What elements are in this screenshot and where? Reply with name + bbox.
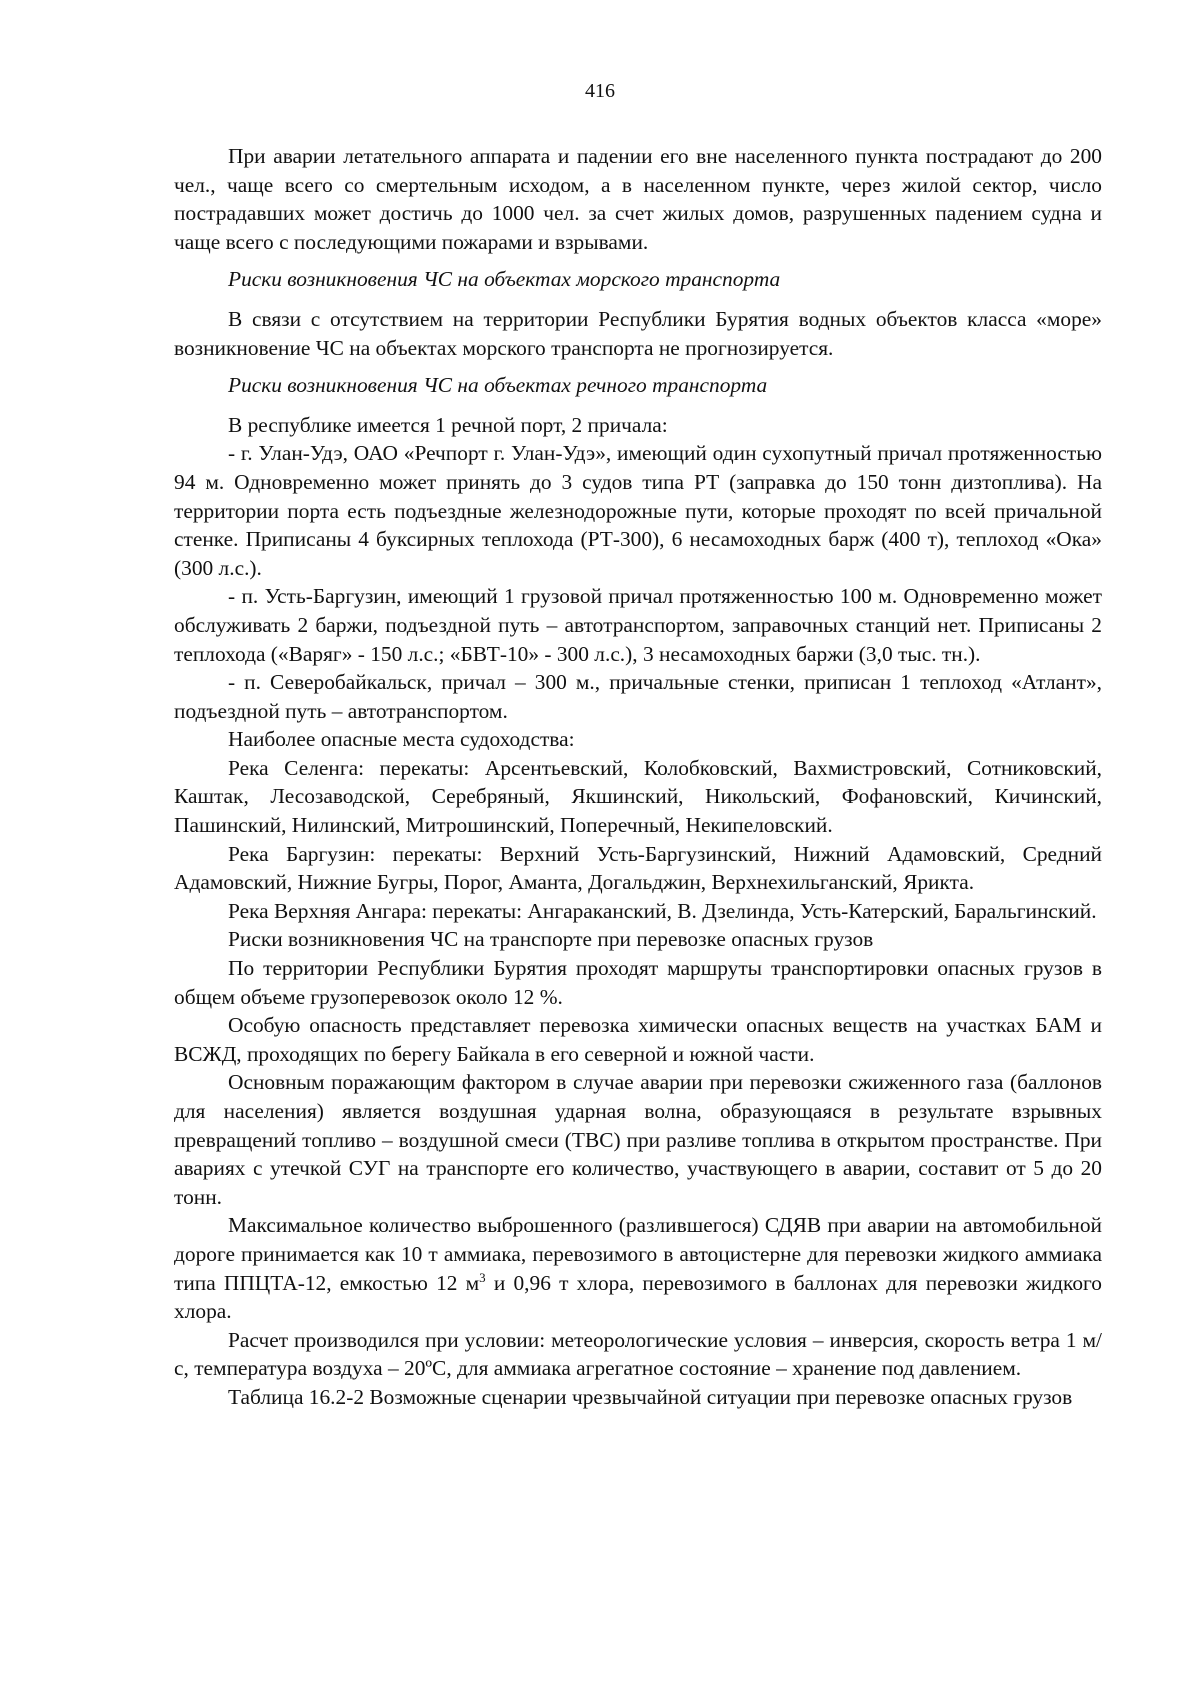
paragraph-upper-angara: Река Верхняя Ангара: перекаты: Ангараканский, В. Дзелинда, Усть-Катерский, Баральгинский. [228,898,1097,923]
heading-river-transport: Риски возникновения ЧС на объектах речного транспорта [228,373,768,398]
table-caption: Таблица 16.2-2 Возможные сценарии чрезвычайной ситуации при перевозке опасных грузов [228,1384,1073,1409]
paragraph-barguzin: Река Баргузин: перекаты: Верхний Усть-Баргузинский, Нижний Адамовский, Средний Адамовский, Нижние Бугры, Порог, Аманта, Догальджин, Верхнехильганский, Ярикта. [174,841,1102,895]
paragraph-chemical-hazard: Особую опасность представляет перевозка химически опасных веществ на участках БАМ и ВСЖД, проходящих по берегу Байкала в его северной и южной части. [174,1013,1102,1066]
paragraph-aircraft-accident: При аварии летательного аппарата и падении его вне населенного пункта пострадают до 200 чел., чаще всего со смертельным исходом, а в населенном пункте, через жилой сектор, число пострадавших может достичь до 1000 чел. за счет жилых домов, разрушенных падением судна и чаще всего с последующими пожарами и взрывами. [174,144,1102,254]
ammonia-text-part1: Максимальное количество выброшенного (разлившегося) СДЯВ при аварии на автомобильной дороге принимается как 10 т аммиака, перевозимого в автоцистерне для перевозки жидкого аммиака типа ППЦТА-12, емкостью 12 м [174,1213,1102,1295]
heading-dangerous-goods: Риски возникновения ЧС на транспорте при перевозке опасных грузов [228,927,874,952]
list-item-ust-barguzin: - п. Усть-Баргузин, имеющий 1 грузовой причал протяженностью 100 м. Одновременно может обслуживать 2 баржи, подъездной путь – автотранспортом, заправочных станций нет. Приписаны 2 теплохода («Варяг» - 150 л.с.; «БВТ-10» - 300 л.с.), 3 несамоходных баржи (3,0 тыс. тн.). [174,584,1102,666]
paragraph-river-port: В республике имеется 1 речной порт, 2 причала: [228,412,668,437]
cubic-superscript: 3 [479,1269,486,1285]
page-number: 416 [585,80,615,102]
document-body [174,142,1102,1412]
paragraph-liquefied-gas: Основным поражающим фактором в случае аварии при перевозки сжиженного газа (баллонов для населения) является воздушная ударная волна, образующаяся в результате взрывных превращений топливо – воздушной смеси (ТВС) при разливе топлива в открытом пространстве. При авариях с утечкой СУГ на транспорте его количество, участвующего в аварии, составит от 5 до 20 тонн. [174,1070,1102,1209]
paragraph-sea-transport: В связи с отсутствием на территории Республики Бурятия водных объектов класса «море» возникновение ЧС на объектах морского транспорта не прогнозируется. [174,306,1102,360]
paragraph-selenga: Река Селенга: перекаты: Арсентьевский, Колобковский, Вахмистровский, Сотниковский, Каштак, Лесозаводской, Серебряный, Якшинский, Никольский, Фофановский, Кичинский, Пашинский, Нилинский, Митрошинский, Поперечный, Некипеловский. [174,755,1102,838]
list-item-ulan-ude: - г. Улан-Удэ, ОАО «Речпорт г. Улан-Удэ», имеющий один сухопутный причал протяженностью 94 м. Одновременно может принять до 3 судов типа РТ (заправка до 150 тонн дизтоплива). На территории порта есть подъездные железнодорожные пути, которые проходят по всей причальной стенке. Приписаны 4 буксирных теплохода (РТ-300), 6 несамоходных барж (400 т), теплоход «Ока» (300 л.с.). [174,441,1102,580]
paragraph-dangerous-places: Наиболее опасные места судоходства: [228,727,575,752]
heading-sea-transport: Риски возникновения ЧС на объектах морского транспорта [228,267,781,292]
paragraph-calculation-conditions: Расчет производился при условии: метеорологические условия – инверсия, скорость ветра 1 м/с, температура воздуха – 20ºС, для аммиака агрегатное состояние – хранение под давлением. [174,1327,1102,1381]
list-item-severobaikalsk: - п. Северобайкальск, причал – 300 м., причальные стенки, приписан 1 теплоход «Атлант», подъездной путь – автотранспортом. [174,670,1102,723]
paragraph-routes: По территории Республики Бурятия проходят маршруты транспортировки опасных грузов в общем объеме грузоперевозок около 12 %. [174,956,1102,1009]
ammonia-text-part2: и 0,96 т хлора, перевозимого в баллонах для перевозки жидкого хлора. [174,1270,1102,1324]
paragraph-ammonia-chlorine [174,1211,1102,1325]
